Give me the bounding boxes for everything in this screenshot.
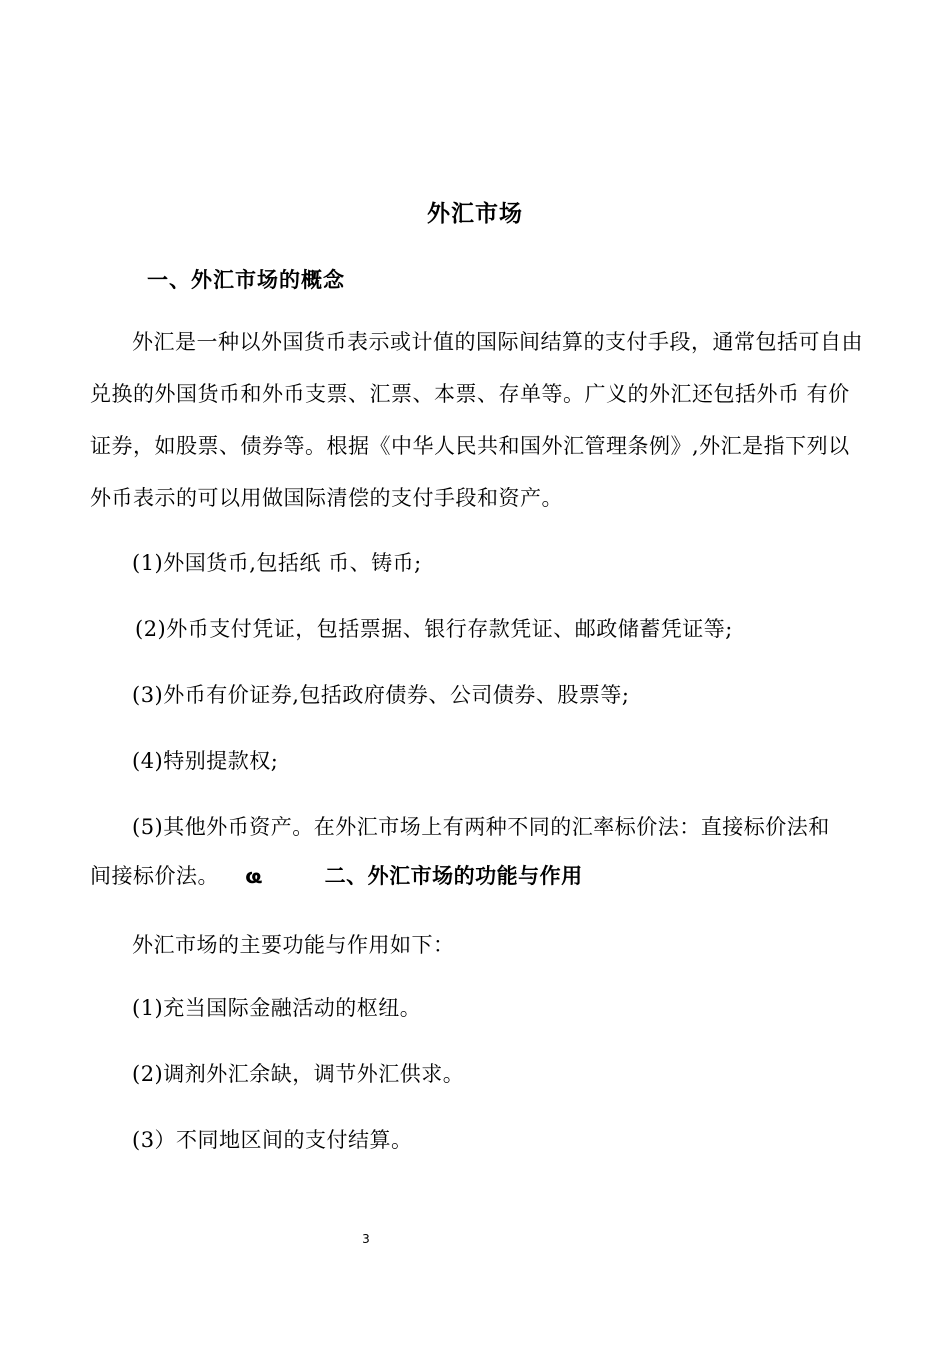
section-1-paragraph: 外汇是一种以外国货币表示或计值的国际间结算的支付手段，通常包括可自由兑换的外国货币和外币支票、汇票、本票、存单等。广义的外汇还包括外币 有价证券，如股票、债券等。根据《中华人民共和国外汇管理条例》,外汇是指下列以外币表示的可以用做国际清偿的支付手段和资产。 bbox=[90, 330, 863, 510]
list-item-5-line-2-row bbox=[90, 860, 583, 890]
page-title: 外汇市场 bbox=[427, 201, 523, 227]
list-item-5-line-2: 间接标价法。 bbox=[90, 864, 219, 888]
list-item-5-line-1: (5)其他外币资产。在外汇市场上有两种不同的汇率标价法：直接标价法和 bbox=[132, 815, 830, 839]
section-2-item-3: (3）不同地区间的支付结算。 bbox=[132, 1128, 413, 1152]
list-item-4: (4)特别提款权; bbox=[132, 749, 279, 773]
list-item-2: (2)外币支付凭证，包括票据、银行存款凭证、邮政储蓄凭证等; bbox=[135, 617, 733, 641]
section-2-item-2: (2)调剂外汇余缺，调节外汇供求。 bbox=[132, 1062, 465, 1086]
section-2-heading: 二、外汇市场的功能与作用 bbox=[324, 864, 583, 888]
list-item-3: (3)外币有价证券,包括政府债券、公司债券、股票等; bbox=[132, 683, 630, 707]
list-item-1: (1)外国货币,包括纸 币、铸币; bbox=[132, 551, 422, 575]
section-2-item-1: (1)充当国际金融活动的枢纽。 bbox=[132, 996, 422, 1020]
section-2-intro: 外汇市场的主要功能与作用如下： bbox=[132, 933, 455, 957]
stray-mark: ҩ bbox=[245, 864, 263, 888]
section-1-heading: 一、外汇市场的概念 bbox=[147, 268, 345, 292]
page-number: 3 bbox=[362, 1232, 370, 1246]
